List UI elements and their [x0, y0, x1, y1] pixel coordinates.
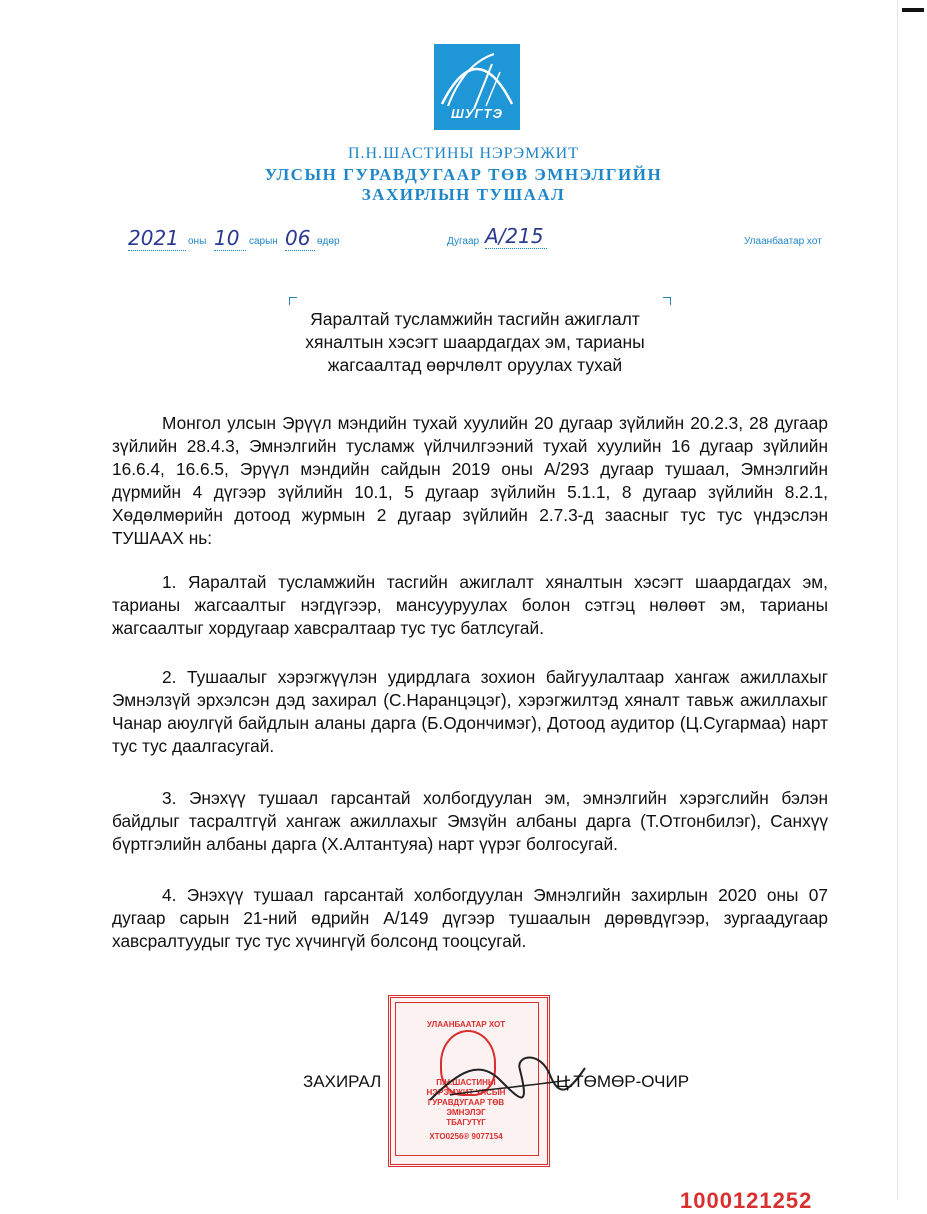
- header-line-1: П.Н.ШАСТИНЫ НЭРЭМЖИТ: [348, 145, 579, 162]
- date-month: 10: [214, 226, 246, 251]
- order-number: А/215: [485, 224, 547, 249]
- order-item-3: 3. Энэхүү тушаал гарсантай холбогдуулан эм, эмнэлгийн хэрэгслийн бэлэн байдлыг тасралтгүй хангаж ажиллахыг Эмзүйн албаны дарга (Т.Отгонбилэг), Санхүү бүртгэлийн албаны дарга (Х.Алтантуяа) нарт үүрэг болгосугай.: [112, 788, 828, 854]
- stamp-line-4: ЭМНЭЛЭГ: [446, 1108, 486, 1117]
- order-item-4: 4. Энэхүү тушаал гарсантай холбогдуулан Эмнэлгийн захирлын 2020 оны 07 дугаар сарын 21-ний өдрийн А/149 дүгээр тушаалын дөрөвдүгээр, зургаадугаар хавсралтуудыг тус тус хүчингүй болсонд тооцсугай.: [112, 885, 828, 951]
- intro-paragraph: Монгол улсын Эрүүл мэндийн тухай хуулийн 20 дугаар зүйлийн 20.2.3, 28 дугаар зүйлийн 28.4.3, Эмнэлгийн тусламж үйлчилгээний тухай хуулийн 16 дугаар зүйлийн 16.6.4, 16.6.5, Эрүүл мэндийн сайдын 2019 оны А/293 дугаар тушаал, Эмнэлгийн дүрмийн 4 дүгээр зүйлийн 10.1, 5 дугаар зүйлийн 5.1.1, 8 дугаар зүйлийн 8.2.1, Хөдөлмөрийн дотоод журмын 2 дугаар зүйлийн 2.7.3-д заасныг тус тус үндэслэн ТУШААХ нь:: [112, 413, 828, 548]
- order-item-2: 2. Тушаалыг хэрэгжүүлэн удирдлага зохион байгуулалтаар хангаж ажиллахыг Эмнэлзүй эрхэлсэн дэд захирал (С.Наранцэцэг), хэрэгжилтэд хяналт тавьж ажиллахыг Чанар аюулгүй байдлын аланы дарга (Б.Одончимэг), Дотоод аудитор (Ц.Сугармаа) нарт тус тус даалгасугай.: [112, 667, 828, 756]
- serial-number: 1000121252: [680, 1188, 813, 1213]
- date-day: 06: [285, 226, 315, 251]
- stamp-line-5: ТБАГУТҮГ: [446, 1118, 486, 1127]
- stamp-line-3: ГУРАВДУГААР ТӨВ: [427, 1098, 505, 1107]
- order-item-1: 1. Яаралтай тусламжийн тасгийн ажиглалт хяналтын хэсэгт шаардагдах эм, тарианы жагсаалтыг нэгдүгээр, мансууруулах болон сэтгэц нөлөөт эм, тарианы жагсаалтыг хордугаар хавсралтаар тус тус батлсугай.: [112, 572, 828, 638]
- title-line-3: жагсаалтад өөрчлөлт оруулах тухай: [327, 355, 623, 375]
- document-title: [250, 308, 700, 377]
- title-line-2: хяналтын хэсэгт шаардагдах эм, тарианы: [305, 332, 645, 352]
- city-label: Улаанбаатар хот: [744, 236, 822, 247]
- date-year: 2021: [128, 226, 186, 251]
- title-corner-left: [289, 297, 297, 305]
- order-number-label: Дугаар: [447, 236, 480, 247]
- header-line-2: УЛСЫН ГУРАВДУГААР ТӨВ ЭМНЭЛГИЙН: [264, 165, 663, 184]
- stamp-line-1: П.Н.ШАСТИНЫ: [436, 1078, 496, 1087]
- stamp-top-text: УЛААНБААТАР ХОТ: [426, 1020, 506, 1029]
- header-line-3: ЗАХИРЛЫН ТУШААЛ: [361, 185, 566, 204]
- stamp-line-2: НЭРЭМЖИТ УЛСЫН: [426, 1088, 506, 1097]
- date-month-label: сарын: [249, 236, 278, 247]
- date-year-label: оны: [188, 236, 207, 247]
- edge-dash: [902, 8, 924, 12]
- title-line-1: Яаралтай тусламжийн тасгийн ажиглалт: [310, 309, 640, 329]
- logo-text: ШУГТЭ: [451, 106, 503, 121]
- signature-name: Ц.ТӨМӨР-ОЧИР: [556, 1072, 690, 1091]
- stamp-line-6: ХТО0256® 9077154: [429, 1132, 503, 1141]
- date-day-label: өдөр: [317, 236, 340, 247]
- signature-role: ЗАХИРАЛ: [303, 1072, 382, 1091]
- title-corner-right: [663, 297, 671, 305]
